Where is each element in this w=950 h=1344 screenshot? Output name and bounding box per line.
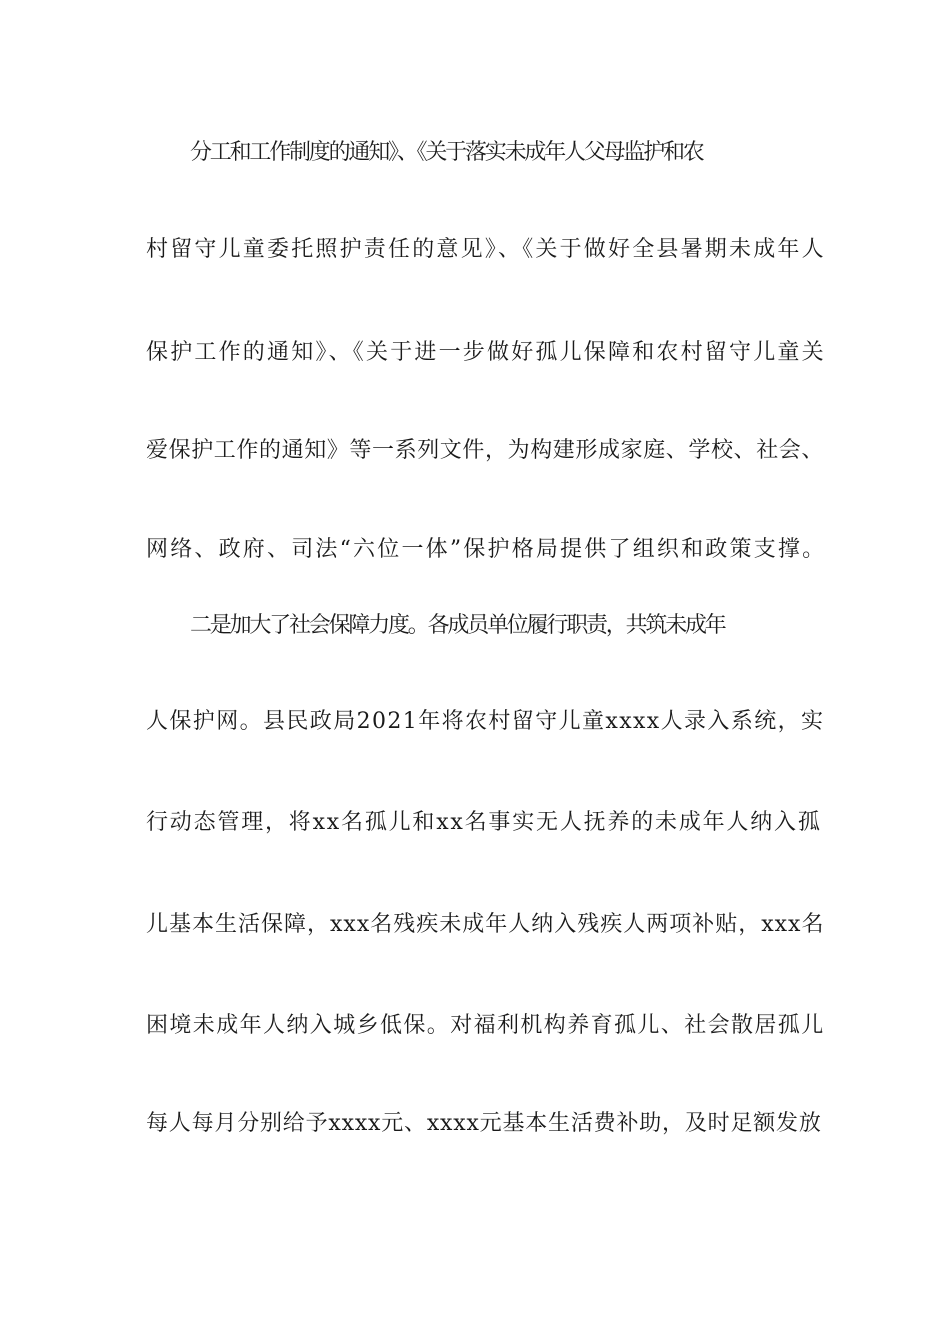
paragraph-line: 保护工作的通知》、《关于进一步做好孤儿保障和农村留守儿童关 xyxy=(146,340,826,365)
paragraph-line: 儿基本生活保障，xxx名残疾未成年人纳入残疾人两项补贴，xxx名 xyxy=(146,912,825,937)
paragraph-line: 困境未成年人纳入城乡低保。对福利机构养育孤儿、社会散居孤儿 xyxy=(146,1013,825,1038)
paragraph-line: 网络、政府、司法“六位一体”保护格局提供了组织和政策支撑。 xyxy=(146,537,827,562)
paragraph-line: 每人每月分别给予xxxx元、xxxx元基本生活费补助，及时足额发放 xyxy=(146,1111,822,1136)
paragraph-line: 二是加大了社会保障力度。各成员单位履行职责，共筑未成年 xyxy=(190,613,725,638)
paragraph-line: 村留守儿童委托照护责任的意见》、《关于做好全县暑期未成年人 xyxy=(146,237,826,262)
paragraph-line: 分工和工作制度的通知》、《关于落实未成年人父母监护和农 xyxy=(190,140,703,165)
paragraph-line: 爱保护工作的通知》等一系列文件，为构建形成家庭、学校、社会、 xyxy=(146,438,825,463)
paragraph-line: 行动态管理，将xx名孤儿和xx名事实无人抚养的未成年人纳入孤 xyxy=(146,810,822,835)
paragraph-line: 人保护网。县民政局2021年将农村留守儿童xxxx人录入系统，实 xyxy=(146,709,825,734)
